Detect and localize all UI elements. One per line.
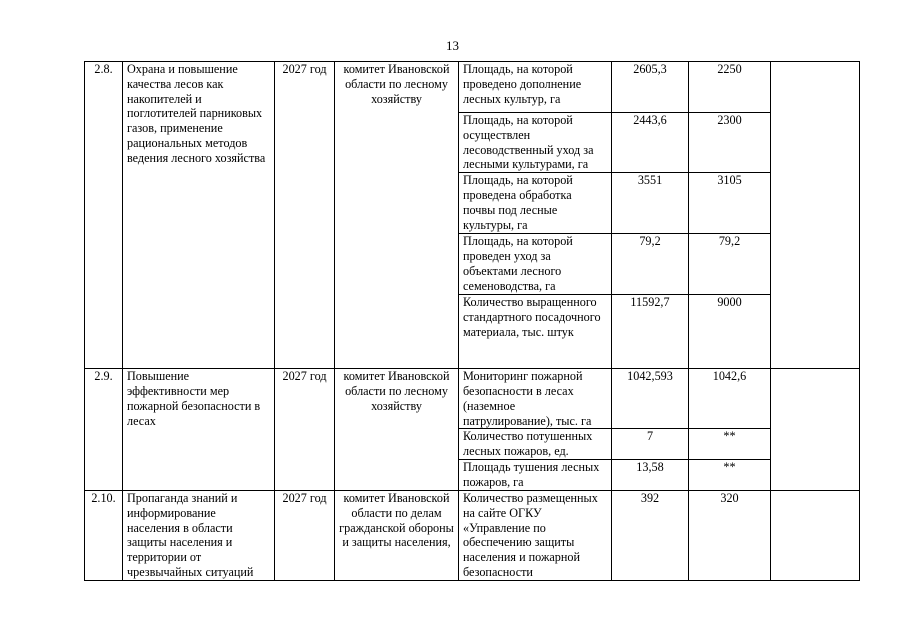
executor-cell: комитет Ивановской области по лесному хозяйству — [335, 369, 459, 491]
indicator-value-1: 3551 — [612, 173, 689, 234]
indicator-text: Количество выращенного стандартного посадочного материала, тыс. штук — [459, 295, 612, 369]
measures-table — [84, 61, 860, 581]
indicator-value-1: 79,2 — [612, 234, 689, 295]
indicator-text: Площадь тушения лесных пожаров, га — [459, 459, 612, 490]
measure-name: Повышение эффективности мер пожарной безопасности в лесах — [123, 369, 275, 491]
indicator-text: Площадь, на которой осуществлен лесоводственный уход за лесными культурами, га — [459, 113, 612, 173]
empty-cell — [771, 490, 860, 580]
indicator-value-1: 392 — [612, 490, 689, 580]
indicator-value-2: ** — [689, 429, 771, 460]
measure-name: Охрана и повышение качества лесов как накопителей и поглотителей парниковых газов, применение рациональных методов ведения лесного хозяйства — [123, 62, 275, 369]
row-number: 2.9. — [85, 369, 123, 491]
indicator-value-2: 3105 — [689, 173, 771, 234]
table-row — [85, 490, 860, 580]
indicator-text: Площадь, на которой проведена обработка почвы под лесные культуры, га — [459, 173, 612, 234]
table-row — [85, 62, 860, 113]
executor-cell: комитет Ивановской области по делам гражданской обороны и защиты населения, — [335, 490, 459, 580]
indicator-value-2: 2250 — [689, 62, 771, 113]
empty-cell — [771, 62, 860, 369]
indicator-text: Количество размещенных на сайте ОГКУ «Управление по обеспечению защиты населения и пожарной безопасности — [459, 490, 612, 580]
indicator-value-2: 79,2 — [689, 234, 771, 295]
indicator-value-2: 1042,6 — [689, 369, 771, 429]
indicator-value-1: 2605,3 — [612, 62, 689, 113]
indicator-value-1: 7 — [612, 429, 689, 460]
row-number: 2.8. — [85, 62, 123, 369]
indicator-value-1: 11592,7 — [612, 295, 689, 369]
indicator-value-1: 1042,593 — [612, 369, 689, 429]
indicator-text: Площадь, на которой проведен уход за объектами лесного семеноводства, га — [459, 234, 612, 295]
measure-name: Пропаганда знаний и информирование населения в области защиты населения и территории от чрезвычайных ситуаций — [123, 490, 275, 580]
table-row — [85, 369, 860, 429]
empty-cell — [771, 369, 860, 491]
indicator-text: Площадь, на которой проведено дополнение лесных культур, га — [459, 62, 612, 113]
executor-cell: комитет Ивановской области по лесному хозяйству — [335, 62, 459, 369]
term-cell: 2027 год — [275, 490, 335, 580]
term-cell: 2027 год — [275, 62, 335, 369]
indicator-value-2: 320 — [689, 490, 771, 580]
row-number: 2.10. — [85, 490, 123, 580]
indicator-value-1: 13,58 — [612, 459, 689, 490]
indicator-value-2: ** — [689, 459, 771, 490]
indicator-text: Количество потушенных лесных пожаров, ед. — [459, 429, 612, 460]
term-cell: 2027 год — [275, 369, 335, 491]
page-number: 13 — [446, 38, 459, 53]
indicator-value-2: 2300 — [689, 113, 771, 173]
indicator-text: Мониторинг пожарной безопасности в лесах (наземное патрулирование), тыс. га — [459, 369, 612, 429]
indicator-value-2: 9000 — [689, 295, 771, 369]
indicator-value-1: 2443,6 — [612, 113, 689, 173]
